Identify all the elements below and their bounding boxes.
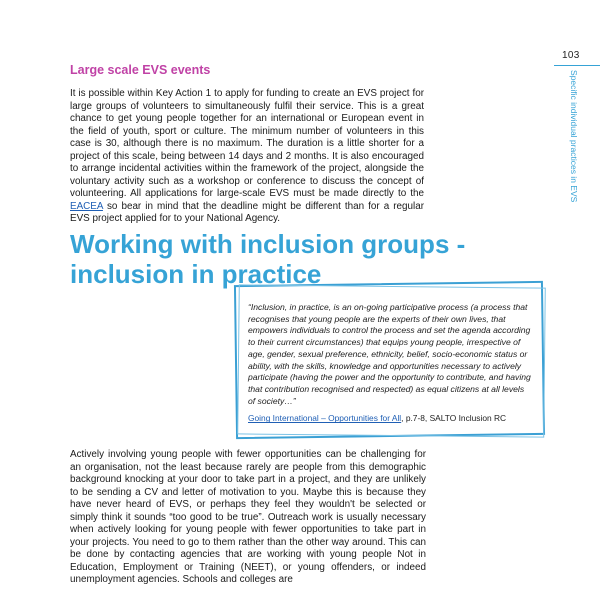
page-number: 103 (562, 50, 580, 61)
source-link[interactable]: Going International – Opportunities for All (248, 413, 402, 424)
eacea-link[interactable]: EACEA (70, 200, 103, 212)
quote-source (248, 413, 533, 423)
paragraph-text-before-link: It is possible within Key Action 1 to apply for funding to create an EVS project for large groups of volunteers to simultaneously fulfil their service. This is a great chance to get young people together for an international or European event in the field of youth, sport or culture. The minimum number of volunteers in this case is 30, although there is no maximum. The duration is a little shorter for a project of this scale, being between 14 days and 2 months. It is also encouraged to arrange incidental activities within the framework of the project, alongside the voluntary activity such as a workshop or conference to discuss the concept of volunteering. All applications for large-scale EVS must be made directly to the (70, 88, 424, 200)
section-heading-large-scale: Large scale EVS events (70, 63, 211, 77)
section-title-inclusion: Working with inclusion groups - inclusion in practice (70, 229, 466, 289)
inclusion-quote (248, 302, 533, 423)
source-citation: , p.7-8, SALTO Inclusion RC (401, 413, 507, 424)
quote-text: “Inclusion, in practice, is an on-going participative process (a process that recognises that young people are the experts of their own lives, that empowers individuals to control the process and set the agenda according to their current circumstances) that equips young people, irrespective of age, gender, sexual preference, ethnicity, belief, socio-economic status or ability, with the skills, knowledge and opportunities necessary to actively participate (having the power and the opportunity to contribute, and having that contribution recognised and respected) as equal citizens at all levels of society…” (248, 302, 531, 406)
chapter-side-title: Specific individual practices in EVS (569, 70, 579, 203)
side-rule (554, 65, 600, 66)
inclusion-body-paragraph: Actively involving young people with fewer opportunities can be challenging for an organisation, not the least because rarely are people from this demographic background knocking at your door to take part in a project, and they are unlikely to be sending a CV and letter of motivation to you. Maybe this is because they have never heard of EVS, or perhaps they feel they wouldn't be selected or simply think it sounds “too good to be true”. Outreach work is usually necessary when actively looking for young people with fewer opportunities to take part in your projects. You need to go to them rather than the other way around. This can be done by contacting agencies that are working with young people Not in Education, Employment or Training (NEET), or young offenders, or indeed unemployment agencies. Schools and colleges are (70, 449, 426, 586)
large-scale-paragraph (70, 88, 424, 226)
paragraph-text-after-link: so bear in mind that the deadline might be different than for a regular EVS project applied for to your National Agency. (70, 200, 424, 225)
